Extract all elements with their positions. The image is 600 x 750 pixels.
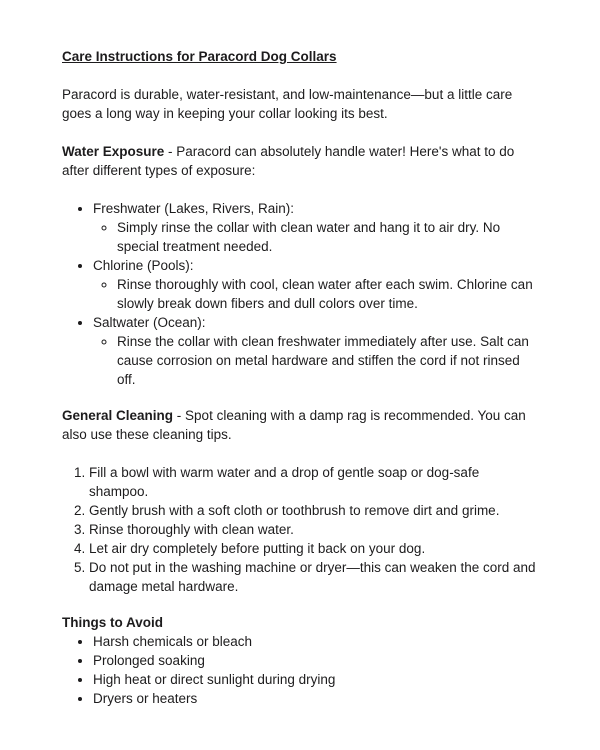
list-item-chlorine [93, 256, 536, 313]
saltwater-sub-list [93, 332, 536, 389]
general-cleaning-heading: General Cleaning [62, 408, 174, 423]
avoid-item: • Harsh chemicals or bleach [93, 632, 536, 651]
avoid-item: • Prolonged soaking [93, 651, 536, 670]
freshwater-sub-list [93, 218, 536, 256]
water-exposure-paragraph [62, 142, 536, 180]
water-exposure-heading: Water Exposure [62, 144, 165, 159]
water-exposure-list [62, 199, 536, 389]
sub-list-item: ◦ Simply rinse the collar with clean water and hang it to air dry. No special treatment needed. [117, 218, 536, 256]
things-to-avoid-list [62, 632, 536, 708]
document-title: Care Instructions for Paracord Dog Collars [62, 49, 337, 64]
chlorine-sub-list [93, 275, 536, 313]
cleaning-step: 3. Rinse thoroughly with clean water. [89, 520, 536, 539]
cleaning-step: 4. Let air dry completely before putting it back on your dog. [89, 539, 536, 558]
sub-list-item: ◦ Rinse the collar with clean freshwater immediately after use. Salt can cause corrosion on metal hardware and stiffen the cord if not rinsed off. [117, 332, 536, 389]
cleaning-step: 1. Fill a bowl with warm water and a drop of gentle soap or dog-safe shampoo. [89, 463, 536, 501]
things-to-avoid-heading: Things to Avoid [62, 615, 163, 630]
list-item-saltwater [93, 313, 536, 389]
list-item-freshwater [93, 199, 536, 256]
general-cleaning-lead: - Spot cleaning with a damp rag is recommended. You can also use these cleaning tips. [62, 408, 526, 442]
intro-paragraph: Paracord is durable, water-resistant, and low-maintenance—but a little care goes a long way in keeping your collar looking its best. [62, 87, 513, 121]
water-exposure-lead: - Paracord can absolutely handle water! Here's what to do after different types of exposure: [62, 144, 515, 178]
general-cleaning-paragraph [62, 406, 536, 444]
cleaning-step: 2. Gently brush with a soft cloth or toothbrush to remove dirt and grime. [89, 501, 536, 520]
avoid-item: • Dryers or heaters [93, 689, 536, 708]
list-item-label: Chlorine (Pools): [93, 258, 194, 273]
cleaning-steps-list [62, 463, 536, 596]
cleaning-step: 5. Do not put in the washing machine or dryer—this can weaken the cord and damage metal hardware. [89, 558, 536, 596]
avoid-item: • High heat or direct sunlight during drying [93, 670, 536, 689]
sub-list-item: ◦ Rinse thoroughly with cool, clean water after each swim. Chlorine can slowly break down fibers and dull colors over time. [117, 275, 536, 313]
list-item-label: Freshwater (Lakes, Rivers, Rain): [93, 201, 295, 216]
list-item-label: Saltwater (Ocean): [93, 315, 206, 330]
